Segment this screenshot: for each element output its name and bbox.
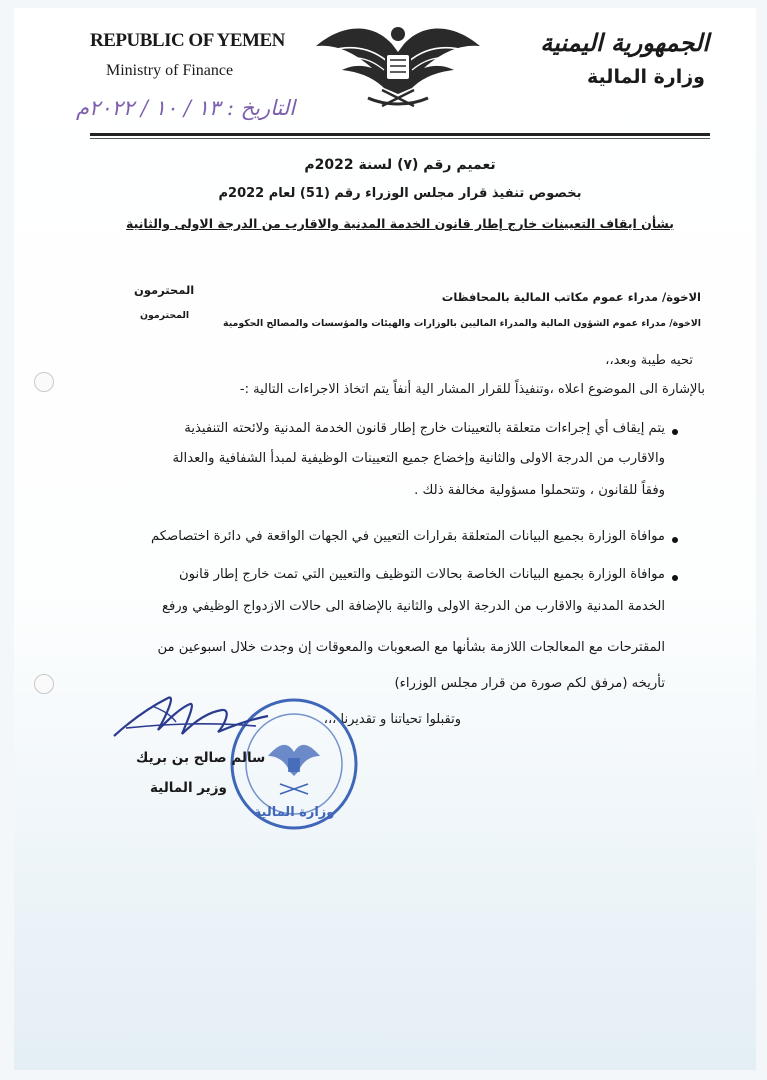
punch-hole [34, 372, 54, 392]
arabic-country-name: الجمهورية اليمنية [540, 28, 709, 57]
bullet-1-line-3: وفقاً للقانون ، وتتحملوا مسؤولية مخالفة ذلك . [414, 483, 665, 498]
bullet-2-line-1: موافاة الوزارة بجميع البيانات المتعلقة بقرارات التعيين في الجهات الواقعة في دائرة اختصاصكم [150, 529, 665, 544]
english-ministry-name: Ministry of Finance [106, 62, 234, 79]
circular-number: تعميم رقم (٧) لسنة 2022م [304, 157, 496, 173]
bullet-3-line-3: المقترحات مع المعالجات اللازمة بشأنها مع الصعوبات والمعوقات إن وجدت خلال اسبوعين من [157, 640, 665, 655]
regarding-line: بخصوص تنفيذ قرار مجلس الوزراء رقم (51) لعام 2022م [218, 186, 582, 201]
arabic-ministry-name: وزارة المالية [587, 66, 705, 88]
bullet-point [672, 429, 678, 435]
bullet-3-line-2: الخدمة المدنية والاقارب من الدرجة الاولى والثانية بالإضافة الى حالات الازدواج الوظيفي ورفع [161, 599, 665, 614]
bullet-3-line-1: موافاة الوزارة بجميع البيانات الخاصة بحالات التوظيف والتعيين التي تمت خارج إطار قانون [178, 567, 665, 582]
greeting: تحيه طيبة وبعد،، [605, 353, 693, 368]
addressee-1-respect: المحترمون [134, 283, 195, 297]
addressee-2-respect: المحترمون [140, 310, 190, 321]
header-divider [90, 133, 710, 136]
bullet-3-line-4: تأريخه (مرفق لكم صورة من قرار مجلس الوزراء) [394, 676, 665, 691]
bullet-1-line-2: والاقارب من الدرجة الاولى والثانية وإخضاع جميع التعيينات الوظيفية لمبدأ الشفافية والعدالة [172, 451, 665, 466]
punch-hole [34, 674, 54, 694]
signer-name: سالم صالح بن بريك [136, 750, 266, 766]
addressee-1: الاخوة/ مدراء عموم مكاتب المالية بالمحافظات [441, 290, 701, 304]
subject-line: بشأن ايقاف التعيينات خارج إطار قانون الخدمة المدنية والاقارب من الدرجة الاولى والثانية [126, 216, 674, 231]
bullet-point [672, 575, 678, 581]
handwritten-date: التاريخ : ١٣ / ١٠ / ٢٠٢٢م [76, 96, 296, 120]
english-country-name: REPUBLIC OF YEMEN [90, 30, 285, 51]
intro-paragraph: بالإشارة الى الموضوع اعلاه ،وتنفيذاً للقرار المشار الية أنفاً يتم اتخاذ الاجراءات التالية :- [239, 382, 705, 397]
stamp-text: وزارة المالية [253, 805, 335, 820]
closing-line: وتقبلوا تحياتنا و تقديرنا ،،، [323, 712, 461, 727]
addressee-2: الاخوة/ مدراء عموم الشؤون المالية والمدراء الماليين بالوزارات والهيئات والمؤسسات والمصالح الحكومية [223, 318, 701, 329]
bullet-point [672, 537, 678, 543]
eagle-emblem-icon [312, 16, 484, 110]
header-divider-thin [90, 138, 710, 139]
signer-position: وزير المالية [150, 780, 227, 796]
bullet-1-line-1: يتم إيقاف أي إجراءات متعلقة بالتعيينات خارج إطار قانون الخدمة المدنية ولائحته التنفيذية [184, 421, 665, 436]
